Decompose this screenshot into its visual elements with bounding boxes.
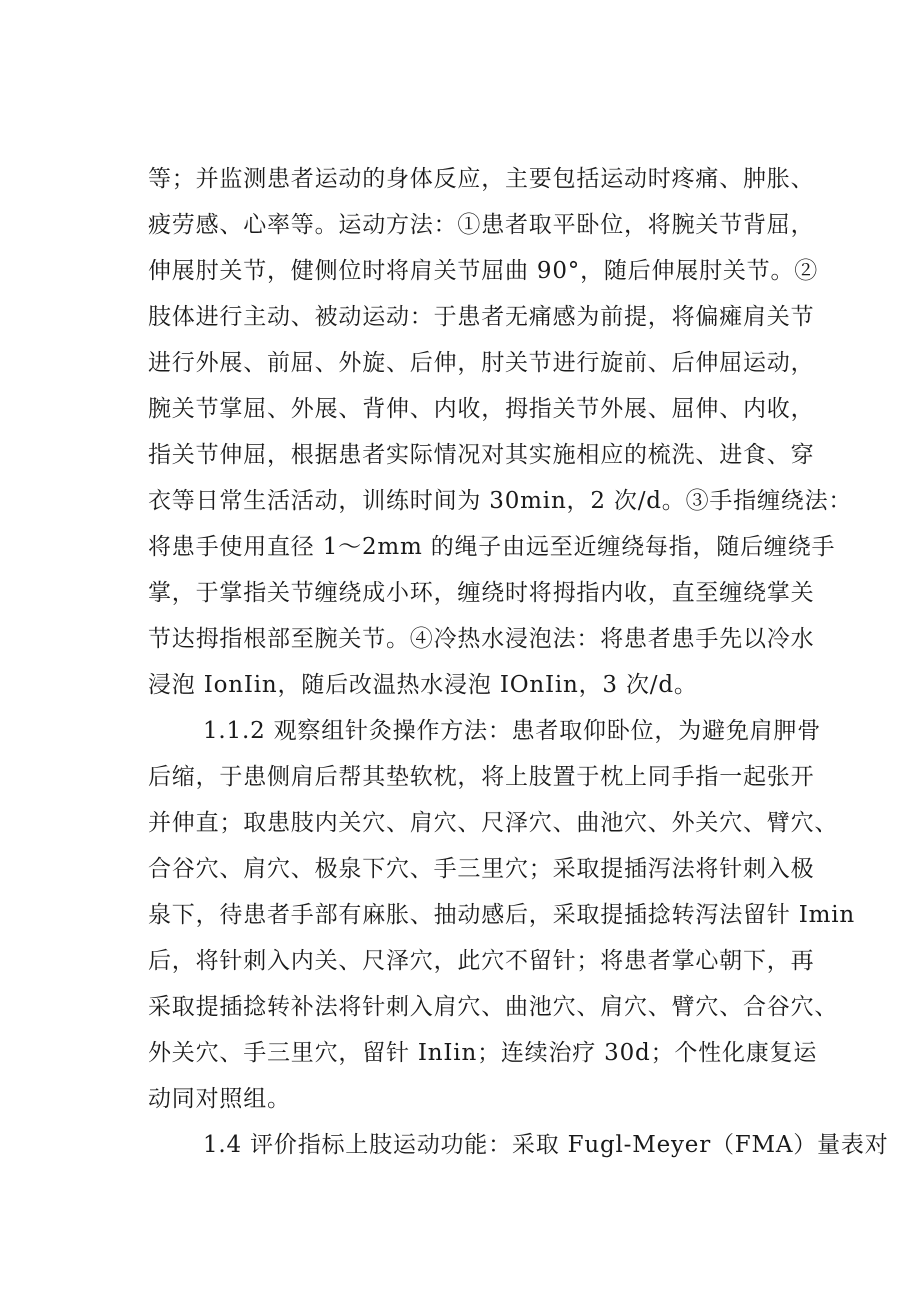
text-line: 伸展肘关节，健侧位时将肩关节屈曲 90°，随后伸展肘关节。②: [148, 258, 819, 284]
text-line: 疲劳感、心率等。运动方法：①患者取平卧位，将腕关节背屈，: [148, 212, 815, 238]
text-line: 浸泡 IonIin，随后改温热水浸泡 IOnIin，3 次/d。: [148, 672, 698, 698]
text-line: 泉下，待患者手部有麻胀、抽动感后，采取提插捻转泻法留针 Imin: [148, 902, 855, 928]
text-line: 掌，于掌指关节缠绕成小环，缠绕时将拇指内收，直至缠绕掌关: [148, 580, 815, 606]
section-heading-line: 1.4 评价指标上肢运动功能：采取 Fugl-Meyer（FMA）量表对: [203, 1132, 889, 1158]
text-line: 腕关节掌屈、外展、背伸、内收，拇指关节外展、屈伸、内收，: [148, 396, 815, 422]
text-line: 采取提插捻转补法将针刺入肩穴、曲池穴、肩穴、臂穴、合谷穴、: [148, 994, 839, 1020]
text-line: 节达拇指根部至腕关节。④冷热水浸泡法：将患者患手先以冷水: [148, 626, 815, 652]
text-line: 指关节伸屈，根据患者实际情况对其实施相应的梳洗、进食、穿: [148, 442, 815, 468]
text-line: 将患手使用直径 1～2mm 的绳子由远至近缠绕每指，随后缠绕手: [148, 534, 836, 560]
text-line: 进行外展、前屈、外旋、后伸，肘关节进行旋前、后伸屈运动，: [148, 350, 815, 376]
text-line: 外关穴、手三里穴，留针 InIin；连续治疗 30d；个性化康复运: [148, 1040, 818, 1066]
text-line: 衣等日常生活活动，训练时间为 30min，2 次/d。③手指缠绕法：: [148, 488, 853, 514]
text-line: 后，将针刺入内关、尺泽穴，此穴不留针；将患者掌心朝下，再: [148, 948, 815, 974]
text-line: 并伸直；取患肢内关穴、肩穴、尺泽穴、曲池穴、外关穴、臂穴、: [148, 810, 839, 836]
text-line: 肢体进行主动、被动运动：于患者无痛感为前提，将偏瘫肩关节: [148, 304, 815, 330]
text-line: 后缩，于患侧肩后帮其垫软枕，将上肢置于枕上同手指一起张开: [148, 764, 815, 790]
text-line: 合谷穴、肩穴、极泉下穴、手三里穴；采取提插泻法将针刺入极: [148, 856, 815, 882]
section-heading-line: 1.1.2 观察组针灸操作方法：患者取仰卧位，为避免肩胛骨: [203, 718, 822, 744]
text-line: 等；并监测患者运动的身体反应，主要包括运动时疼痛、肿胀、: [148, 166, 815, 192]
text-line: 动同对照组。: [148, 1086, 291, 1112]
